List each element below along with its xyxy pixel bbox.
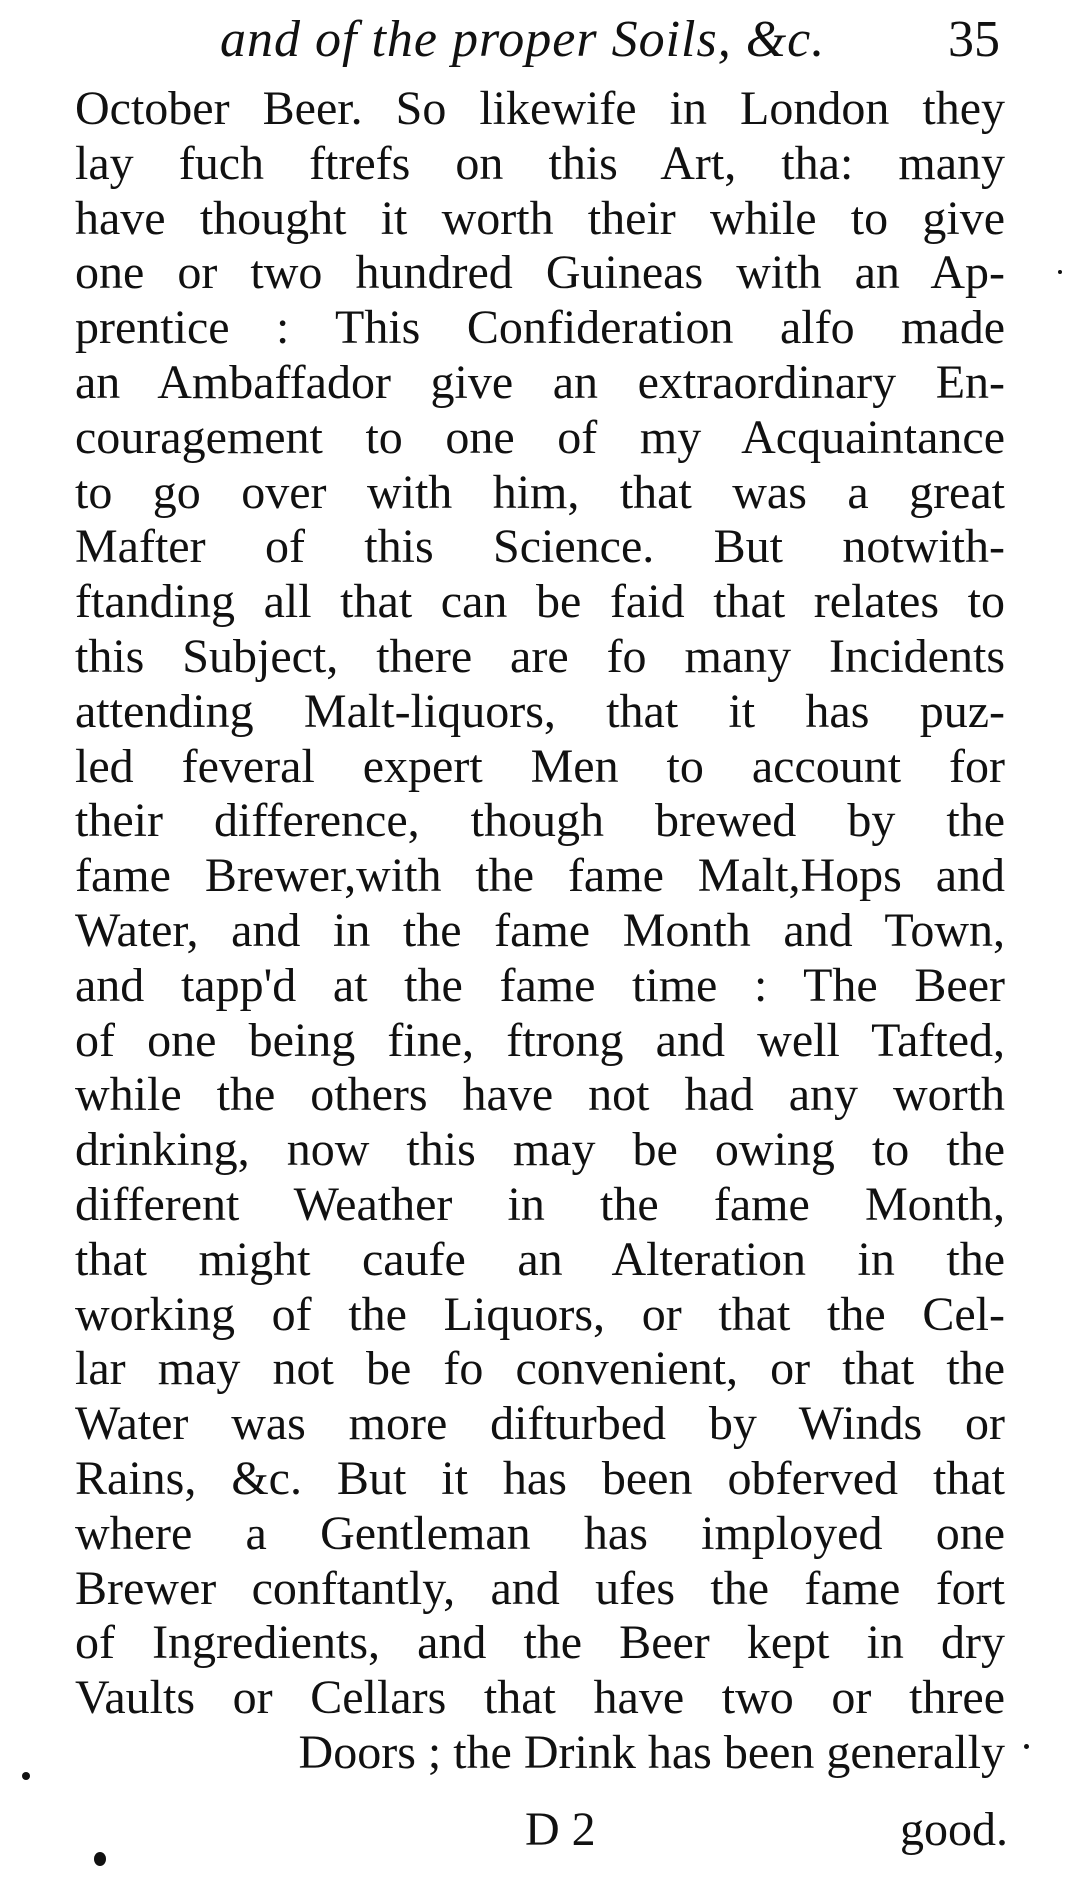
ink-speck <box>1058 270 1062 274</box>
text-line: fame Brewer,with the fame Malt,Hops and <box>75 849 1005 903</box>
text-line: of one being fine, ftrong and well Tafted, <box>75 1013 1005 1067</box>
text-line: lar may not be fo convenient, or that the <box>75 1342 1005 1396</box>
text-line: where a Gentleman has imployed one <box>75 1506 1005 1560</box>
running-title: and of the proper Soils, &c. <box>220 11 826 68</box>
page-footer <box>0 1800 1092 1864</box>
text-line: different Weather in the fame Month, <box>75 1177 1005 1231</box>
text-line: Brewer conftantly, and ufes the fame fort <box>75 1561 1005 1615</box>
text-line: one or two hundred Guineas with an Ap- <box>75 246 1005 300</box>
text-line: Doors ; the Drink has been generally <box>298 1725 1005 1779</box>
text-line: their difference, though brewed by the <box>75 794 1005 848</box>
running-head <box>220 8 1000 78</box>
text-line: lay fuch ftrefs on this Art, tha: many <box>75 136 1005 190</box>
text-line: couragement to one of my Acquaintance <box>75 410 1005 464</box>
text-line: while the others have not had any worth <box>75 1068 1005 1122</box>
text-line: Vaults or Cellars that have two or three <box>75 1671 1005 1725</box>
body-text <box>75 82 1005 1781</box>
text-line: Water was more difturbed by Winds or <box>75 1397 1005 1451</box>
text-line: to go over with him, that was a great <box>75 465 1005 519</box>
text-line: have thought it worth their while to give <box>75 191 1005 245</box>
text-line: Mafter of this Science. But notwith- <box>75 520 1005 574</box>
text-line: ftanding all that can be faid that relates to <box>75 575 1005 629</box>
text-line: an Ambaffador give an extraordinary En- <box>75 355 1005 409</box>
text-line: attending Malt-liquors, that it has puz- <box>75 684 1005 738</box>
text-line: Water, and in the fame Month and Town, <box>75 903 1005 957</box>
text-line: working of the Liquors, or that the Cel- <box>75 1287 1005 1341</box>
signature-mark: D 2 <box>525 1803 596 1856</box>
text-line: October Beer. So likewife in London they <box>75 82 1005 135</box>
ink-speck <box>94 1852 106 1866</box>
ink-speck <box>1024 1744 1029 1749</box>
text-line: of Ingredients, and the Beer kept in dry <box>75 1616 1005 1670</box>
page-number: 35 <box>948 11 1000 68</box>
catchword: good. <box>900 1803 1008 1856</box>
text-line: and tapp'd at the fame time : The Beer <box>75 958 1005 1012</box>
text-line: led feveral expert Men to account for <box>75 739 1005 793</box>
text-line: that might caufe an Alteration in the <box>75 1232 1005 1286</box>
text-line: prentice : This Confideration alfo made <box>75 301 1005 355</box>
text-line: drinking, now this may be owing to the <box>75 1123 1005 1177</box>
text-line: Rains, &c. But it has been obferved that <box>75 1451 1005 1505</box>
text-line: this Subject, there are fo many Incidents <box>75 629 1005 683</box>
ink-speck <box>22 1772 30 1780</box>
